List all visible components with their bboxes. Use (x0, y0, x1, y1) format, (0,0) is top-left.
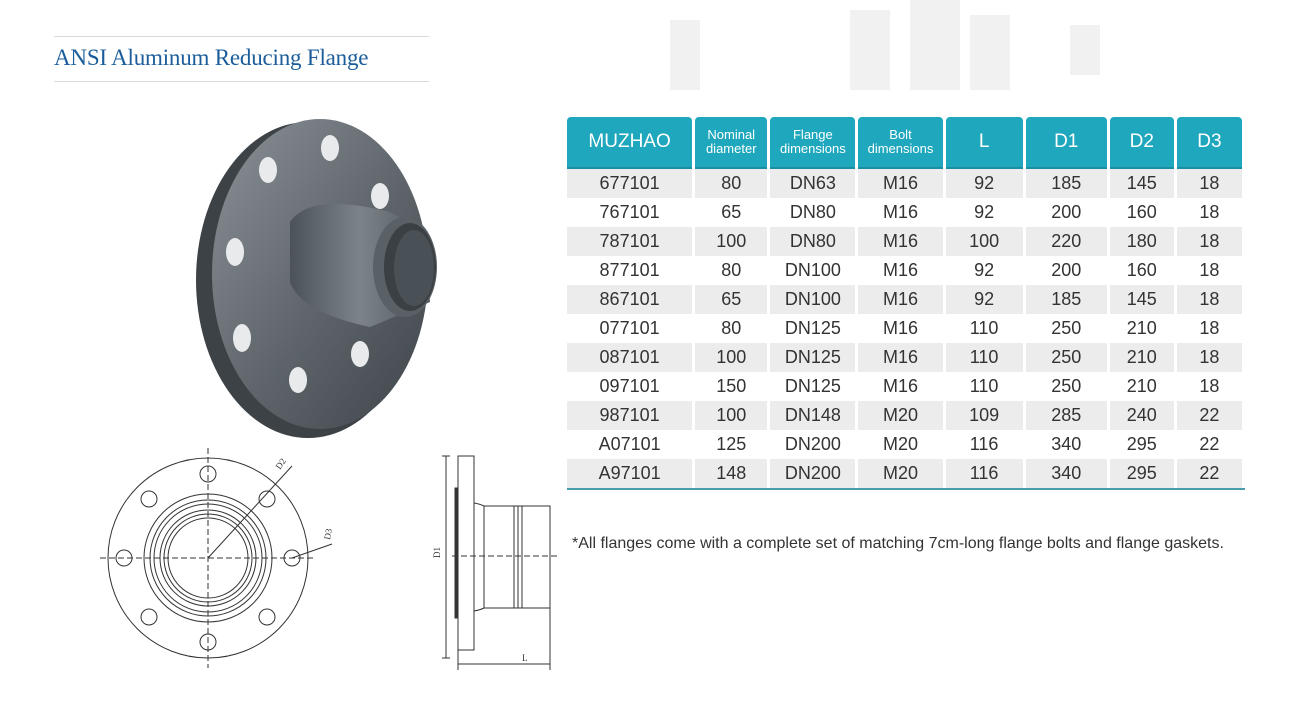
table-cell: 240 (1110, 401, 1174, 430)
table-row (567, 256, 1242, 285)
table-body (567, 169, 1242, 488)
table-cell: 150 (695, 372, 767, 401)
table-cell: 285 (1026, 401, 1107, 430)
table-cell: 160 (1110, 256, 1174, 285)
table-cell: 92 (946, 256, 1023, 285)
table-cell: M16 (858, 314, 942, 343)
table-row (567, 314, 1242, 343)
table-cell: 185 (1026, 285, 1107, 314)
table-cell: 18 (1177, 343, 1242, 372)
table-cell: 18 (1177, 314, 1242, 343)
table-cell: DN200 (770, 459, 855, 488)
table-cell: M16 (858, 256, 942, 285)
table-cell: 110 (946, 343, 1023, 372)
table-cell: 18 (1177, 256, 1242, 285)
table-cell: 18 (1177, 227, 1242, 256)
table-cell: M16 (858, 343, 942, 372)
column-header: D2 (1110, 117, 1174, 169)
table-cell: 295 (1110, 459, 1174, 488)
table-cell: 80 (695, 169, 767, 198)
table-cell: 877101 (567, 256, 692, 285)
table-cell: 80 (695, 314, 767, 343)
table-header-row (567, 117, 1242, 169)
table-bottom-rule (567, 488, 1245, 490)
page-title: ANSI Aluminum Reducing Flange (54, 45, 369, 70)
table-cell: 867101 (567, 285, 692, 314)
column-header: L (946, 117, 1023, 169)
table-cell: 340 (1026, 459, 1107, 488)
table-cell: DN100 (770, 285, 855, 314)
table-cell: 148 (695, 459, 767, 488)
table-row (567, 227, 1242, 256)
table-cell: M16 (858, 198, 942, 227)
table-cell: 087101 (567, 343, 692, 372)
table-cell: 987101 (567, 401, 692, 430)
table-row (567, 459, 1242, 488)
flange-product-photo (190, 112, 450, 442)
table-cell: 80 (695, 256, 767, 285)
table-cell: 100 (695, 401, 767, 430)
table-cell: 18 (1177, 198, 1242, 227)
table-cell: 100 (695, 227, 767, 256)
table-row (567, 401, 1242, 430)
table-cell: 110 (946, 372, 1023, 401)
table-cell: M20 (858, 401, 942, 430)
table-cell: DN125 (770, 314, 855, 343)
table-cell: 22 (1177, 459, 1242, 488)
table-cell: 100 (946, 227, 1023, 256)
table-cell: 160 (1110, 198, 1174, 227)
table-cell: 200 (1026, 198, 1107, 227)
d3-label: D3 (322, 527, 334, 541)
table-cell: DN80 (770, 227, 855, 256)
spec-table-container (567, 117, 1245, 488)
column-header: Flange dimensions (770, 117, 855, 169)
table-cell: 65 (695, 285, 767, 314)
table-cell: DN125 (770, 372, 855, 401)
table-cell: 109 (946, 401, 1023, 430)
table-cell: 250 (1026, 343, 1107, 372)
table-cell: 210 (1110, 314, 1174, 343)
table-cell: 677101 (567, 169, 692, 198)
table-cell: M16 (858, 372, 942, 401)
table-cell: 18 (1177, 285, 1242, 314)
table-row (567, 169, 1242, 198)
table-row (567, 285, 1242, 314)
table-cell: 145 (1110, 169, 1174, 198)
column-header: D1 (1026, 117, 1107, 169)
table-cell: 65 (695, 198, 767, 227)
table-cell: M16 (858, 285, 942, 314)
table-cell: 145 (1110, 285, 1174, 314)
table-cell: 125 (695, 430, 767, 459)
table-cell: 220 (1026, 227, 1107, 256)
table-cell: 18 (1177, 372, 1242, 401)
table-cell: 250 (1026, 314, 1107, 343)
side-view-drawing (432, 448, 562, 673)
table-cell: 200 (1026, 256, 1107, 285)
column-header: Bolt dimensions (858, 117, 942, 169)
table-cell: A07101 (567, 430, 692, 459)
column-header: MUZHAO (567, 117, 692, 169)
table-cell: 180 (1110, 227, 1174, 256)
table-row (567, 198, 1242, 227)
table-cell: DN200 (770, 430, 855, 459)
table-cell: DN100 (770, 256, 855, 285)
table-cell: M20 (858, 430, 942, 459)
table-cell: 340 (1026, 430, 1107, 459)
background-watermark (660, 0, 1140, 100)
column-header: D3 (1177, 117, 1242, 169)
table-cell: 100 (695, 343, 767, 372)
table-cell: 92 (946, 285, 1023, 314)
table-row (567, 343, 1242, 372)
table-row (567, 430, 1242, 459)
table-cell: M16 (858, 227, 942, 256)
table-cell: 18 (1177, 169, 1242, 198)
table-cell: 116 (946, 430, 1023, 459)
table-row (567, 372, 1242, 401)
table-cell: 077101 (567, 314, 692, 343)
table-cell: A97101 (567, 459, 692, 488)
table-cell: DN63 (770, 169, 855, 198)
table-cell: 110 (946, 314, 1023, 343)
table-cell: 22 (1177, 430, 1242, 459)
table-cell: 22 (1177, 401, 1242, 430)
d2-label: D2 (273, 456, 288, 472)
l-label: L (522, 653, 528, 663)
table-cell: 787101 (567, 227, 692, 256)
table-cell: DN125 (770, 343, 855, 372)
table-cell: M16 (858, 169, 942, 198)
footnote: *All flanges come with a complete set of matching 7cm-long flange bolts and flange gaskets. (572, 535, 1224, 552)
table-cell: 767101 (567, 198, 692, 227)
table-cell: 92 (946, 198, 1023, 227)
table-cell: DN148 (770, 401, 855, 430)
table-cell: 295 (1110, 430, 1174, 459)
table-cell: DN80 (770, 198, 855, 227)
table-cell: M20 (858, 459, 942, 488)
front-view-drawing (100, 448, 340, 668)
d1-label: D1 (432, 547, 442, 558)
table-cell: 92 (946, 169, 1023, 198)
table-cell: 210 (1110, 343, 1174, 372)
table-cell: 210 (1110, 372, 1174, 401)
table-cell: 185 (1026, 169, 1107, 198)
spec-table (564, 117, 1245, 488)
title-bar (54, 36, 429, 82)
column-header: Nominal diameter (695, 117, 767, 169)
table-cell: 116 (946, 459, 1023, 488)
table-cell: 250 (1026, 372, 1107, 401)
table-cell: 097101 (567, 372, 692, 401)
